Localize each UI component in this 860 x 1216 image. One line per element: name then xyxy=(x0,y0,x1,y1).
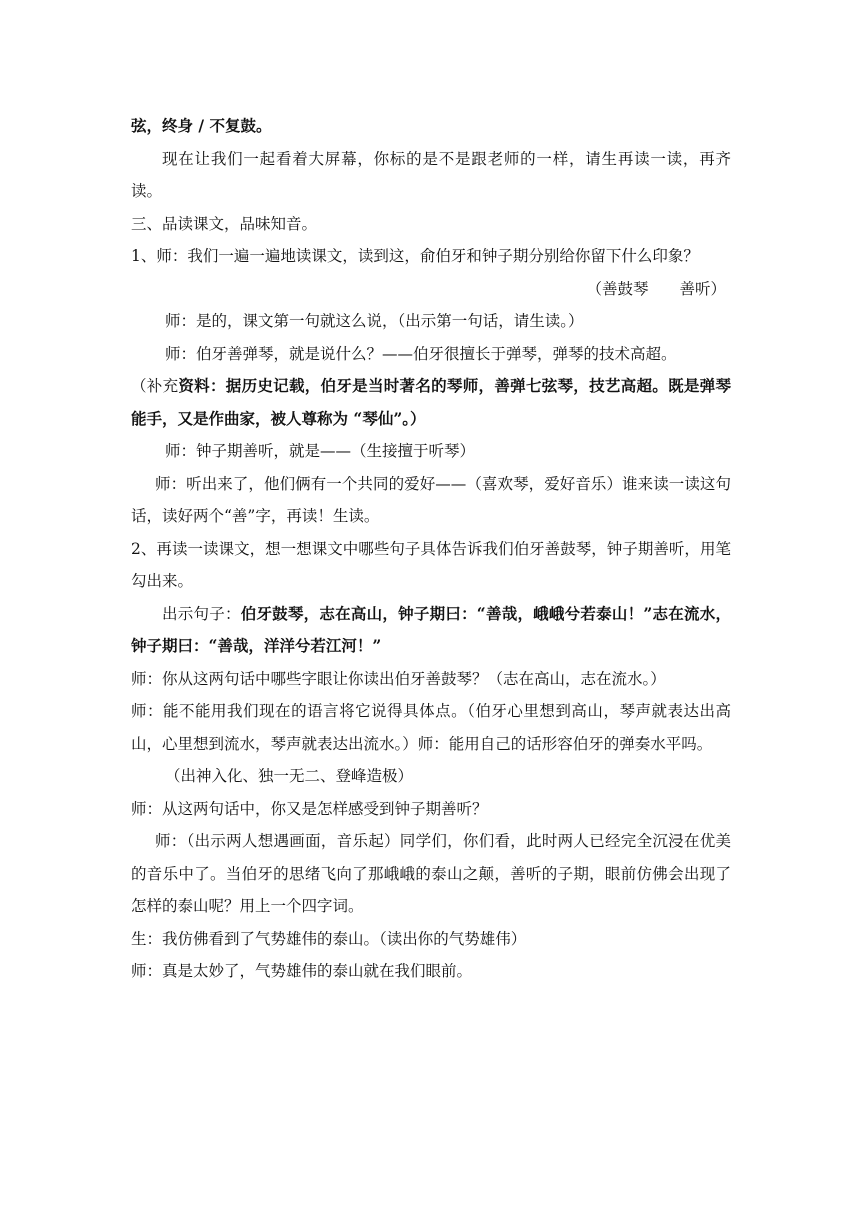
paragraph-14: 师：能不能用我们现在的语言将它说得具体点。（伯牙心里想到高山，琴声就表达出高山，心里想到流水，琴声就表达出流水。）师：能用自己的话形容伯牙的弹奏水平吗。 xyxy=(131,702,731,753)
supplement-material: 资料：据历史记载，伯牙是当时著名的琴师，善弹七弦琴，技艺高超。既是弹琴能手，又是作曲家，被人尊称为 “琴仙”。） xyxy=(131,376,731,428)
answer-line-5: （善鼓琴 善听） xyxy=(586,279,726,298)
document-page xyxy=(131,110,731,988)
paragraph-12 xyxy=(131,598,731,663)
paragraph-17: 师：（出示两人想遇画面，音乐起）同学们，你们看，此时两人已经完全沉浸在优美的音乐中了。当伯牙的思绪飞向了那峨峨的泰山之颠，善听的子期，眼前仿佛会出现了怎样的泰山呢？用上一个四字词。 xyxy=(131,832,731,915)
paragraph-6: 师：是的，课文第一句就这么说，（出示第一句话，请生读。） xyxy=(165,312,584,330)
paragraph-15: （出神入化、独一无二、登峰造极） xyxy=(165,767,414,785)
paragraph-4: 1、师：我们一遍一遍地读课文，读到这，俞伯牙和钟子期分别给你留下什么印象？ xyxy=(131,247,699,265)
paragraph-13: 师：你从这两句话中哪些字眼让你读出伯牙善鼓琴？（志在高山，志在流水。） xyxy=(131,669,666,688)
paragraph-2: 现在让我们一起看着大屏幕，你标的是不是跟老师的一样，请生再读一读，再齐读。 xyxy=(131,149,731,200)
paragraph-16: 师：从这两句话中，你又是怎样感受到钟子期善听？ xyxy=(131,799,488,818)
paragraph-7: 师：伯牙善弹琴，就是说什么？——伯牙很擅长于弹琴，弹琴的技术高超。 xyxy=(165,344,677,363)
show-sentence-prefix: 出示句子： xyxy=(162,604,241,623)
paragraph-11: 2、再读一读课文，想一想课文中哪些句子具体告诉我们伯牙善鼓琴，钟子期善听，用笔勾出来。 xyxy=(131,539,731,590)
paragraph-10: 师：听出来了，他们俩有一个共同的爱好——（喜欢琴，爱好音乐）谁来读一读这句话，读好两个“善”字，再读！生读。 xyxy=(131,474,731,525)
supplement-prefix: （补充 xyxy=(131,377,179,395)
paragraph-18: 生：我仿佛看到了气势雄伟的泰山。（读出你的气势雄伟） xyxy=(131,929,527,948)
paragraph-19: 师：真是太妙了，气势雄伟的泰山就在我们眼前。 xyxy=(131,962,473,980)
paragraph-1: 弦，终身 / 不复鼓。 xyxy=(131,116,272,135)
quoted-sentence: 伯牙鼓琴，志在高山，钟子期曰：“善哉，峨峨兮若泰山！”志在流水，钟子期曰：“善哉，洋洋兮若江河！” xyxy=(131,603,731,655)
section-heading-3: 三、品读课文，品味知音。 xyxy=(131,214,318,233)
paragraph-9: 师：钟子期善听，就是——（生接擅于听琴） xyxy=(165,442,476,460)
paragraph-8 xyxy=(131,370,731,435)
